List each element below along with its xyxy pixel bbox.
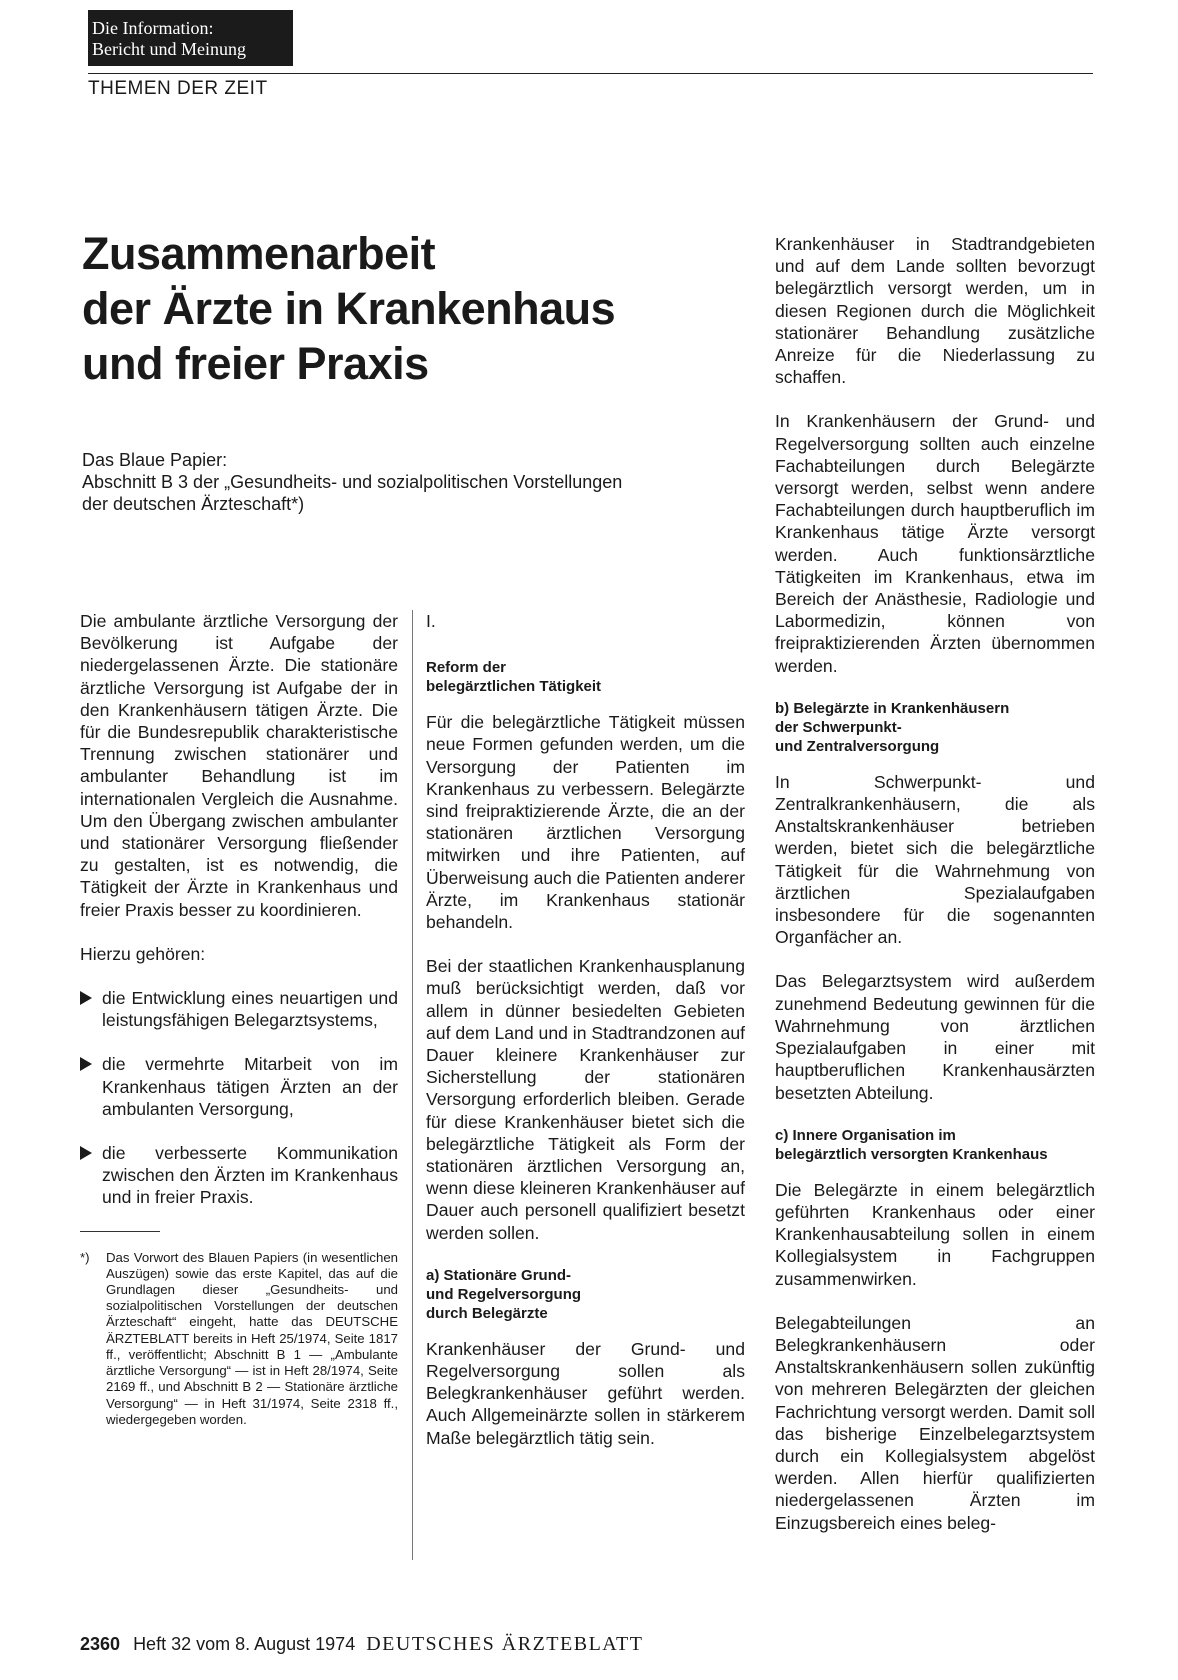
- heading-line: durch Belegärzte: [426, 1304, 548, 1322]
- triangle-bullet-icon: [80, 1057, 92, 1071]
- paragraph: In Krankenhäusern der Grund- und Regelversorgung sollten auch einzelne Fachabteilungen durch Belegärzte versorgt werden, selbst wenn andere Fachabteilungen durch hauptberuflich im Krankenhaus tätige Ärzte versorgt werden. Auch funktionsärztliche Tätigkeiten im Krankenhaus, etwa im Bereich der Anästhesie, Radiologie und Labormedizin, können von freipraktizierenden Ärzten übernommen werden.: [775, 411, 1095, 676]
- column-divider: [412, 610, 413, 1560]
- article-subtitle: [82, 449, 742, 515]
- title-line-3: und freier Praxis: [82, 338, 429, 389]
- article-title: [82, 226, 762, 391]
- list-item: [80, 1053, 398, 1120]
- paragraph: Die ambulante ärztliche Versorgung der Bevölkerung ist Aufgabe der niedergelassenen Ärzte. Die stationäre ärztliche Versorgung ist Aufgabe der in den Krankenhäusern tätigen Ärzte. Die für die Bundesrepublik charakteristische Trennung zwischen stationärer und ambulanter Behandlung ist im internationalen Vergleich die Ausnahme. Um den Übergang zwischen ambulanter und stationärer Versorgung fließender zu gestalten, ist es notwendig, die Tätigkeit der Ärzte in Krankenhaus und freier Praxis besser zu koordinieren.: [80, 611, 398, 920]
- subtitle-line-2: Abschnitt B 3 der „Gesundheits- und sozialpolitischen Vorstellungen: [82, 472, 623, 492]
- paragraph: Belegabteilungen an Belegkrankenhäusern oder Anstaltskrankenhäusern sollen zukünftig von mehreren Belegärzten der gleichen Fachrichtung versorgt werden. Damit soll das bisherige Einzelbelegarztsystem durch ein Kollegialsystem abgelöst werden. Allen hierfür qualifizierten niedergelassenen Ärzten im Einzugsbereich eines beleg-: [775, 1312, 1095, 1533]
- title-line-1: Zusammenarbeit: [82, 228, 436, 279]
- heading-line: und Regelversorgung: [426, 1285, 582, 1303]
- paragraph: In Schwerpunkt- und Zentralkrankenhäusern, die als Anstaltskrankenhäuser betrieben werden, bietet sich die belegärztliche Tätigkeit für die Wahrnehmung von ärztlichen Spezialaufgaben insbesondere für die sogenannten Organfächer an.: [775, 771, 1095, 948]
- paragraph: Für die belegärztliche Tätigkeit müssen neue Formen gefunden werden, um die Versorgung der Patienten im Krankenhaus zu verbessern. Belegärzte sind freipraktizierende Ärzte, die an der stationären ärztlichen Versorgung mitwirken und ihre Patienten, auf Überweisung auch die Patienten anderer Ärzte, im Krankenhaus stationär behandeln.: [426, 712, 745, 933]
- page-number: 2360: [80, 1634, 121, 1654]
- magazine-name: DEUTSCHES ÄRZTEBLATT: [366, 1633, 644, 1655]
- section-label: THEMEN DER ZEIT: [88, 78, 268, 99]
- rubric-line-1: Die Information:: [92, 18, 214, 38]
- column-3: [775, 233, 1095, 1556]
- paragraph: Krankenhäuser der Grund- und Regelversorgung sollen als Belegkrankenhäuser geführt werden. Auch Allgemeinärzte sollen in stärkerem Maße belegärztlich tätig sein.: [426, 1338, 745, 1448]
- subsection-heading: [426, 1266, 745, 1323]
- title-line-2: der Ärzte in Krankenhaus: [82, 283, 616, 334]
- subtitle-line-1: Das Blaue Papier:: [82, 450, 228, 470]
- heading-line: belegärztlich versorgten Krankenhaus: [775, 1145, 1048, 1163]
- footnote-text: Das Vorwort des Blauen Papiers (in wesentlichen Auszügen) sowie das erste Kapitel, das auf die Grundlagen dieser „Gesundheits- und sozialpolitischen Vorstellungen der deutschen Ärzteschaft“ eingeht, hatte das DEUTSCHE ÄRZTEBLATT bereits in Heft 25/1974, Seite 1817 ff., veröffentlicht; Abschnitt B 1 — „Ambulante ärztliche Versorgung“ — ist in Heft 28/1974, Seite 2169 ff., und Abschnitt B 2 — Stationäre ärztliche Versorgung“ — in Heft 31/1974, Seite 2318 ff., wiedergegeben worden.: [106, 1249, 398, 1427]
- heading-line: c) Innere Organisation im: [775, 1126, 956, 1144]
- page-footer: [80, 1633, 643, 1656]
- list-item: [80, 1142, 398, 1209]
- list-item-text: die vermehrte Mitarbeit von im Krankenhaus tätigen Ärzten an der ambulanten Versorgung,: [102, 1054, 398, 1119]
- paragraph: Das Belegarztsystem wird außerdem zunehmend Bedeutung gewinnen für die Wahrnehmung von ärztlichen Spezialaufgaben in einer mit hauptberuflichen Krankenhausärzten besetzten Abteilung.: [775, 971, 1095, 1103]
- footnote: [80, 1250, 398, 1428]
- list-item-text: die Entwicklung eines neuartigen und leistungsfähigen Belegarztsystems,: [102, 988, 398, 1031]
- subsection-heading: [775, 1126, 1095, 1164]
- footnote-rule: [80, 1231, 160, 1232]
- footnote-mark: *): [80, 1249, 90, 1265]
- section-number: I.: [426, 611, 436, 631]
- list-item-text: die verbesserte Kommunikation zwischen den Ärzten im Krankenhaus und in freier Praxis.: [102, 1143, 398, 1208]
- paragraph: Bei der staatlichen Krankenhausplanung muß berücksichtigt werden, daß vor allem in dünner besiedelten Gebieten auf dem Land und in Stadtrandzonen auf Dauer kleinere Krankenhäuser zur Sicherstellung der stationären Versorgung erforderlich bleiben. Gerade für diese Krankenhäuser bietet sich die belegärztliche Tätigkeit als Form der stationären ärztlichen Versorgung an, wenn diese kleineren Krankenhäuser auf Dauer auch personell qualifiziert besetzt werden sollen.: [426, 956, 745, 1243]
- subtitle-line-3: der deutschen Ärzteschaft*): [82, 494, 305, 514]
- issue-info: Heft 32 vom 8. August 1974: [133, 1634, 356, 1654]
- rubric-line-2: Bericht und Meinung: [92, 39, 246, 59]
- subsection-heading: [775, 699, 1095, 756]
- heading-line: b) Belegärzte in Krankenhäusern: [775, 699, 1010, 717]
- column-2: [426, 610, 745, 1471]
- section-heading: [426, 658, 745, 696]
- triangle-bullet-icon: [80, 991, 92, 1005]
- paragraph: Hierzu gehören:: [80, 943, 206, 964]
- paragraph: Die Belegärzte in einem belegärztlich geführten Krankenhaus oder einer Krankenhausabteilung sollen in einem Kollegialsystem in Fachgruppen zusammenwirken.: [775, 1179, 1095, 1289]
- heading-line: der Schwerpunkt-: [775, 718, 902, 736]
- list-item: [80, 987, 398, 1031]
- heading-line: belegärztlichen Tätigkeit: [426, 678, 602, 696]
- paragraph: Krankenhäuser in Stadtrandgebieten und auf dem Lande sollten bevorzugt belegärztlich versorgt werden, um in diesen Regionen durch die Möglichkeit stationärer Behandlung zusätzliche Anreize für die Niederlassung zu schaffen.: [775, 234, 1095, 388]
- heading-line: Reform der: [426, 659, 507, 677]
- triangle-bullet-icon: [80, 1146, 92, 1160]
- header-rule: [88, 73, 1093, 74]
- heading-line: und Zentralversorgung: [775, 737, 940, 755]
- column-1: [80, 610, 398, 1428]
- rubric-box: [88, 10, 293, 66]
- heading-line: a) Stationäre Grund-: [426, 1266, 572, 1284]
